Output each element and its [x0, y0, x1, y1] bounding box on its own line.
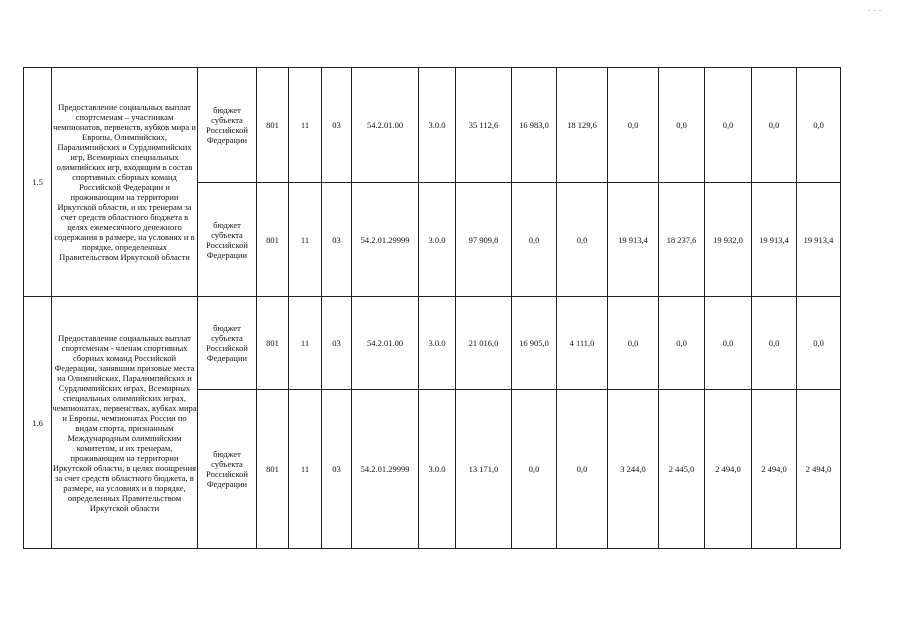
value-cell: 2 445,0 [659, 390, 705, 549]
value-cell: 19 913,4 [797, 183, 841, 297]
code-cell: 54.2.01.00 [352, 297, 419, 390]
funding-source: бюджет субъекта Российской Федерации [198, 68, 257, 183]
value-cell: 0,0 [512, 390, 557, 549]
value-cell: 16 905,0 [512, 297, 557, 390]
funding-source: бюджет субъекта Российской Федерации [198, 297, 257, 390]
section-number: 1.6 [24, 297, 52, 549]
table-row [24, 297, 841, 390]
code-cell: 03 [322, 68, 352, 183]
value-cell: 18 129,6 [557, 68, 608, 183]
section-description: Предоставление социальных выплат спортсменам – участникам чемпионатов, первенств, кубков мира и Европы, Олимпийских, Паралимпийских и Сурдлимпийских игр, Всемирных специальных олимпийских игр, входящим в состав спортивных сборных команд Российской Федерации и проживающим на территории Иркутской области, и их тренерам за счет средств областного бюджета в целях ежемесячного денежного содержания в размере, на условиях и в порядке, определенных Правительством Иркутской области [52, 68, 198, 297]
section-description: Предоставление социальных выплат спортсменам - членам спортивных сборных команд Российской Федерации, занявшим призовые места на Олимпийских, Паралимпийских и Сурдлимпийских играх, Всемирных специальных олимпийских играх, чемпионатах, первенствах, кубках мира и Европы, чемпионатах России по видам спорта, признанным Международным олимпийским комитетом, и их тренерам, проживающим на территории Иркутской области, в целях поощрения за счет средств областного бюджета, в размере, на условиях и в порядке, определенных Правительством Иркутской области [52, 297, 198, 549]
value-cell: 0,0 [557, 390, 608, 549]
corner-mark: - - - [868, 8, 882, 14]
code-cell: 801 [257, 183, 289, 297]
value-cell: 0,0 [659, 297, 705, 390]
value-cell: 13 171,0 [456, 390, 512, 549]
value-cell: 16 983,0 [512, 68, 557, 183]
value-cell: 0,0 [797, 68, 841, 183]
value-cell: 0,0 [659, 68, 705, 183]
value-cell: 21 016,0 [456, 297, 512, 390]
code-cell: 3.0.0 [419, 183, 456, 297]
value-cell: 0,0 [512, 183, 557, 297]
code-cell: 54.2.01.00 [352, 68, 419, 183]
code-cell: 54.2.01.29999 [352, 183, 419, 297]
code-cell: 801 [257, 297, 289, 390]
code-cell: 3.0.0 [419, 297, 456, 390]
value-cell: 19 913,4 [608, 183, 659, 297]
code-cell: 11 [289, 390, 322, 549]
value-cell: 0,0 [797, 297, 841, 390]
funding-source: бюджет субъекта Российской Федерации [198, 183, 257, 297]
funding-source: бюджет субъекта Российской Федерации [198, 390, 257, 549]
code-cell: 11 [289, 297, 322, 390]
value-cell: 4 111,0 [557, 297, 608, 390]
value-cell: 18 237,6 [659, 183, 705, 297]
value-cell: 0,0 [608, 297, 659, 390]
budget-table [23, 67, 841, 549]
value-cell: 0,0 [752, 297, 797, 390]
value-cell: 3 244,0 [608, 390, 659, 549]
value-cell: 19 932,0 [705, 183, 752, 297]
value-cell: 0,0 [608, 68, 659, 183]
code-cell: 54.2.01.29999 [352, 390, 419, 549]
value-cell: 0,0 [705, 297, 752, 390]
code-cell: 03 [322, 390, 352, 549]
code-cell: 03 [322, 183, 352, 297]
value-cell: 0,0 [752, 68, 797, 183]
value-cell: 2 494,0 [752, 390, 797, 549]
code-cell: 801 [257, 390, 289, 549]
value-cell: 35 112,6 [456, 68, 512, 183]
table-row [24, 68, 841, 183]
code-cell: 801 [257, 68, 289, 183]
value-cell: 19 913,4 [752, 183, 797, 297]
code-cell: 3.0.0 [419, 68, 456, 183]
code-cell: 03 [322, 297, 352, 390]
value-cell: 2 494,0 [797, 390, 841, 549]
value-cell: 0,0 [557, 183, 608, 297]
value-cell: 2 494,0 [705, 390, 752, 549]
value-cell: 0,0 [705, 68, 752, 183]
code-cell: 11 [289, 183, 322, 297]
section-number: 1.5 [24, 68, 52, 297]
value-cell: 97 909,8 [456, 183, 512, 297]
code-cell: 11 [289, 68, 322, 183]
code-cell: 3.0.0 [419, 390, 456, 549]
